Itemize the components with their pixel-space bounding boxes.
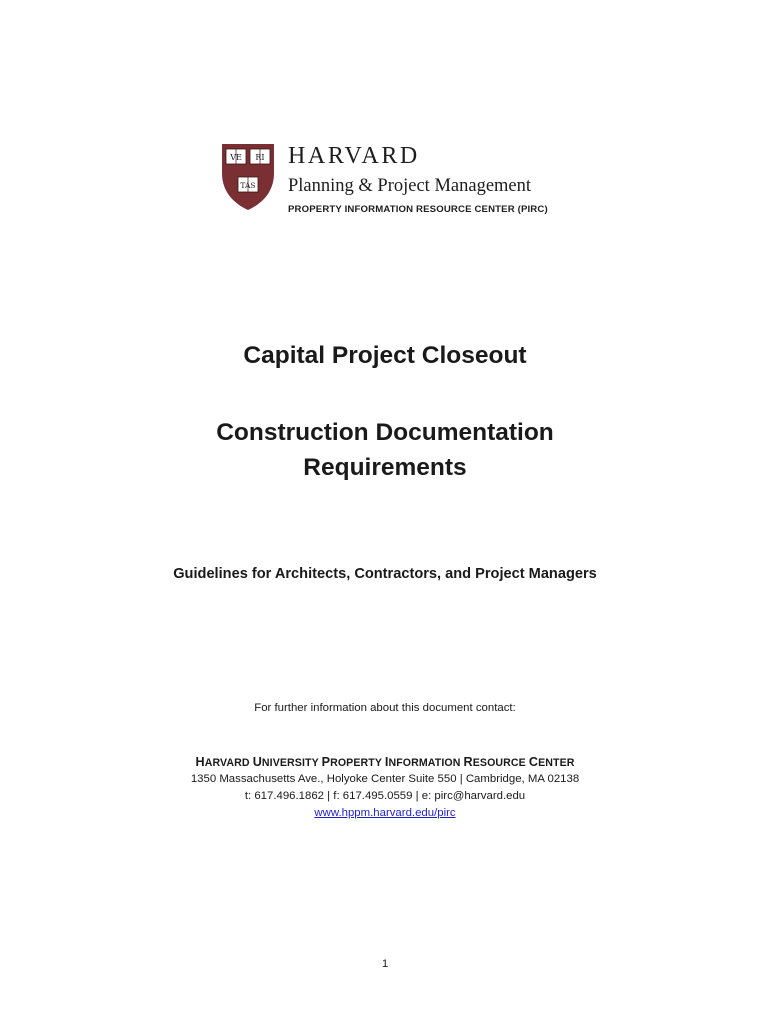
organization-name bbox=[0, 754, 770, 771]
shield-word-ri: RI bbox=[255, 153, 265, 162]
address: 1350 Massachusetts Ave., Holyoke Center Suite 550 | Cambridge, MA 02138 bbox=[190, 773, 580, 785]
contact-intro: For further information about this document contact: bbox=[254, 702, 516, 714]
org-word: CENTER bbox=[528, 755, 575, 769]
document-title-2-line-1: Construction Documentation bbox=[216, 419, 554, 446]
org-word: RESOURCE bbox=[463, 755, 526, 769]
harvard-shield-icon bbox=[221, 143, 275, 211]
harvard-pirc-logo bbox=[221, 143, 561, 223]
center-name: PROPERTY INFORMATION RESOURCE CENTER (PIRC) bbox=[288, 204, 548, 215]
document-subtitle: Guidelines for Architects, Contractors, and Project Managers bbox=[173, 566, 597, 582]
org-word: PROPERTY bbox=[321, 755, 382, 769]
logo-wordmark bbox=[288, 143, 568, 215]
harvard-wordmark: HARVARD bbox=[288, 143, 420, 169]
org-word: HARVARD bbox=[195, 755, 250, 769]
org-word: INFORMATION bbox=[384, 755, 461, 769]
shield-word-ve: VE bbox=[230, 153, 242, 162]
division-name: Planning & Project Management bbox=[288, 176, 532, 196]
document-title: Capital Project Closeout bbox=[243, 342, 527, 369]
document-title-2-line-2: Requirements bbox=[303, 454, 467, 481]
website-link[interactable]: www.hppm.harvard.edu/pirc bbox=[314, 807, 456, 819]
org-word: UNIVERSITY bbox=[252, 755, 319, 769]
shield-word-tas: TAS bbox=[240, 181, 256, 190]
website-line bbox=[0, 805, 770, 821]
page-number: 1 bbox=[381, 958, 389, 970]
phone-fax-email: t: 617.496.1862 | f: 617.495.0559 | e: pirc@harvard.edu bbox=[244, 790, 526, 802]
